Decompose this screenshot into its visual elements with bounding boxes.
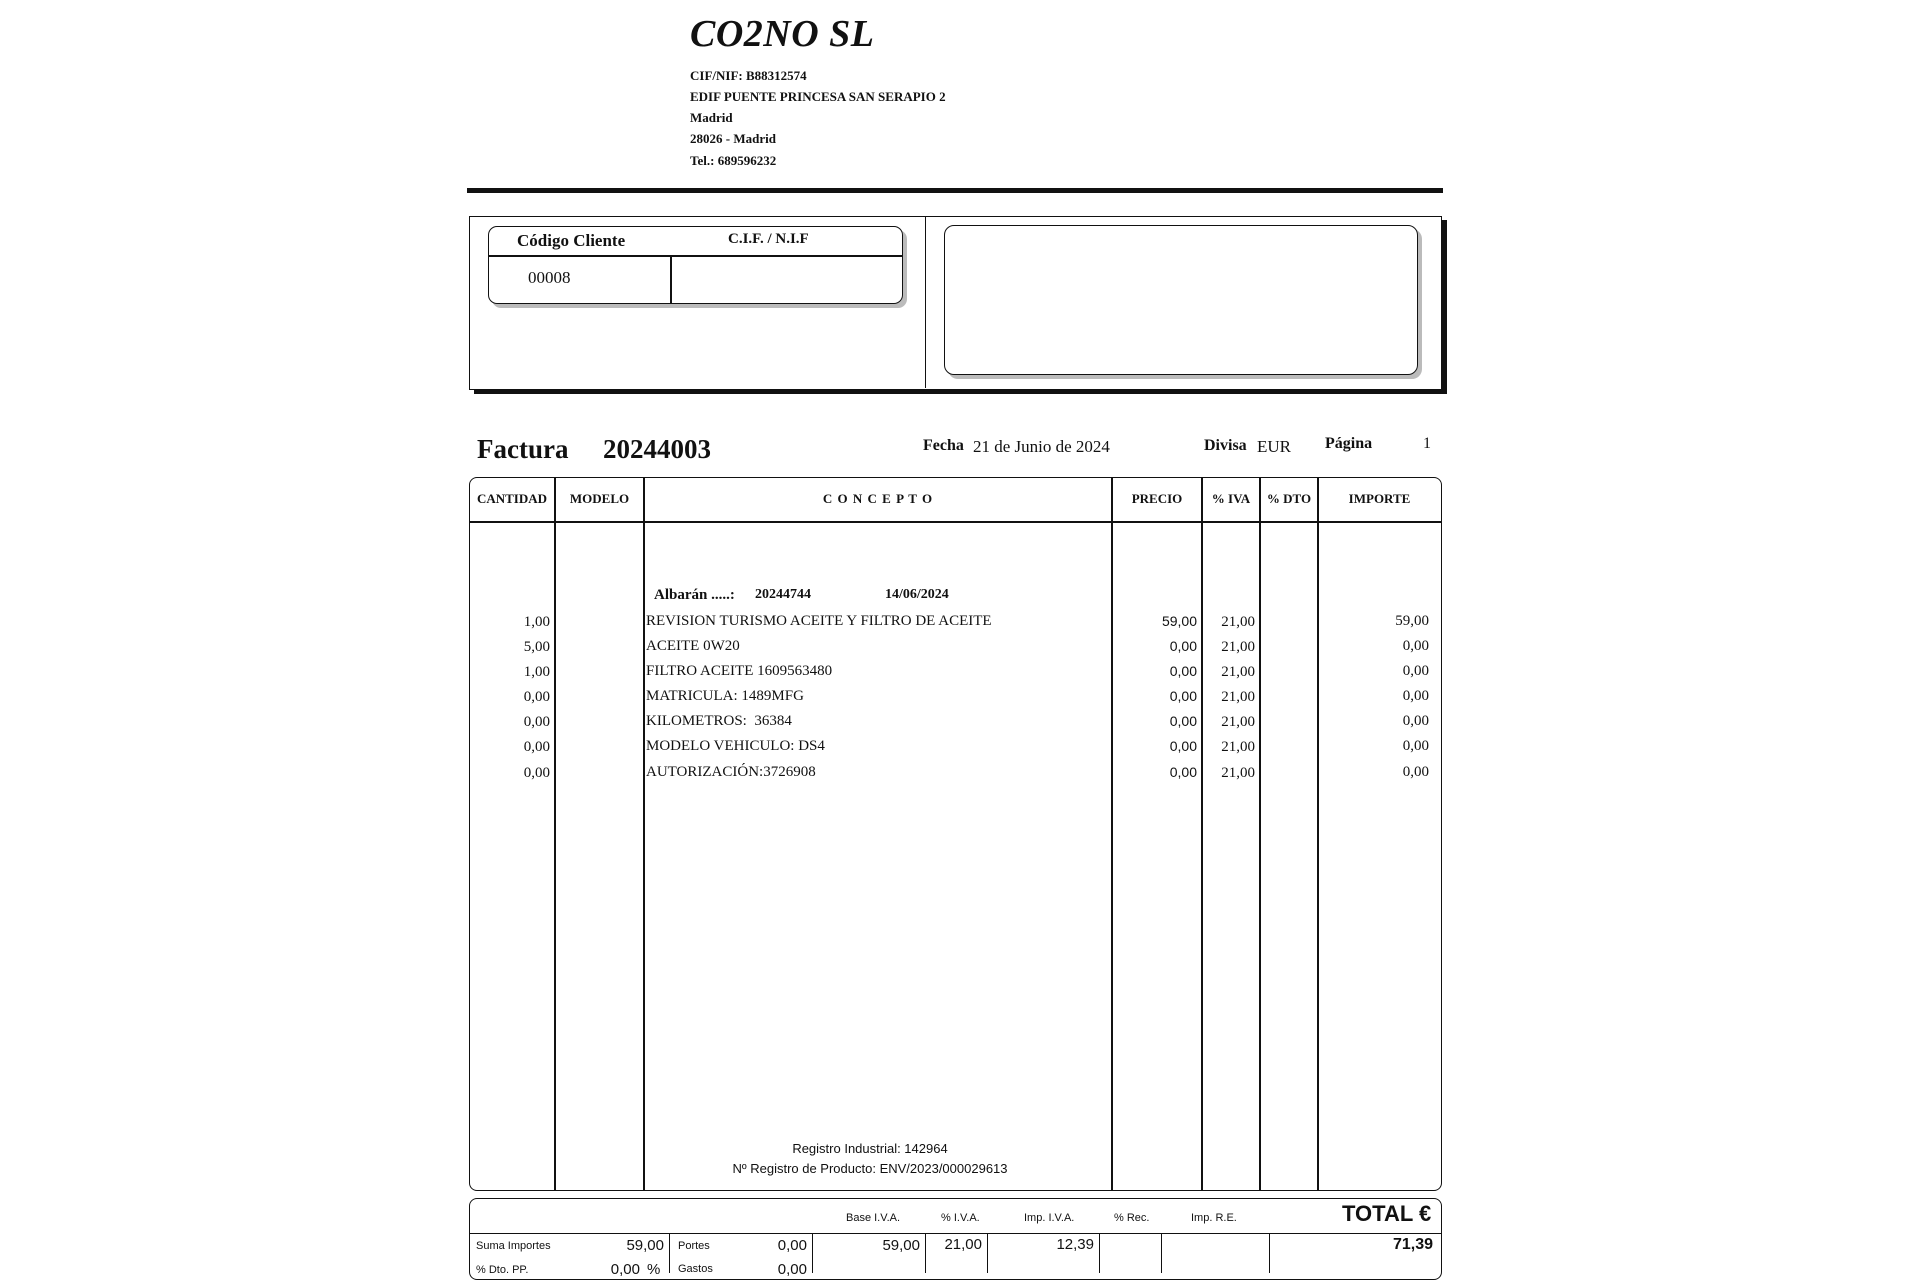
pct-iva-header: % I.V.A. — [941, 1212, 980, 1224]
row-precio: 0,00 — [1169, 688, 1197, 704]
row-cantidad: 0,00 — [523, 739, 550, 755]
row-iva: 21,00 — [1221, 765, 1255, 781]
row-precio: 0,00 — [1169, 764, 1197, 780]
invoice-number: 20244003 — [603, 434, 711, 464]
row-cantidad: 0,00 — [523, 689, 550, 705]
dto-pp-value: 0,00 — [610, 1261, 640, 1278]
row-iva: 21,00 — [1221, 664, 1255, 680]
row-importe: 59,00 — [1395, 613, 1429, 629]
client-code-column-divider — [670, 256, 672, 303]
base-iva-header: Base I.V.A. — [846, 1212, 901, 1224]
gastos-value: 0,00 — [777, 1261, 807, 1278]
row-iva: 21,00 — [1221, 739, 1255, 755]
row-concepto: REVISION TURISMO ACEITE Y FILTRO DE ACEITE — [646, 613, 992, 629]
totals-column-divider — [925, 1233, 926, 1273]
suma-importes-value: 59,00 — [626, 1237, 664, 1254]
row-cantidad: 1,00 — [523, 614, 550, 630]
column-divider — [1259, 477, 1261, 1191]
row-importe: 0,00 — [1402, 663, 1429, 679]
imp-iva-header: Imp. I.V.A. — [1024, 1212, 1075, 1224]
header-dto: % DTO — [1266, 491, 1312, 506]
row-concepto: ACEITE 0W20 — [646, 638, 740, 654]
row-precio: 0,00 — [1169, 713, 1197, 729]
column-divider — [1317, 477, 1319, 1191]
suma-importes-label: Suma Importes — [476, 1240, 551, 1252]
base-iva-value: 59,00 — [882, 1237, 920, 1254]
row-precio: 0,00 — [1169, 663, 1197, 679]
totals-column-divider — [669, 1233, 670, 1273]
company-name: CO2NO SL — [690, 13, 875, 55]
row-precio: 0,00 — [1169, 738, 1197, 754]
albaran-label: Albarán .....: — [654, 587, 735, 603]
totals-column-divider — [987, 1233, 988, 1273]
row-importe: 0,00 — [1402, 638, 1429, 654]
column-divider — [1201, 477, 1203, 1191]
row-precio: 0,00 — [1169, 638, 1197, 654]
header-cantidad: CANTIDAD — [476, 491, 548, 506]
invoice-date: 21 de Junio de 2024 — [973, 437, 1110, 456]
column-divider — [1111, 477, 1113, 1191]
dto-pp-label: % Dto. PP. — [476, 1264, 529, 1276]
date-label: Fecha — [923, 437, 964, 454]
header-precio: PRECIO — [1131, 491, 1183, 506]
row-iva: 21,00 — [1221, 614, 1255, 630]
header-concepto: C O N C E P T O — [822, 491, 934, 506]
header-divider — [467, 188, 1443, 193]
client-cif-label: C.I.F. / N.I.F — [728, 231, 809, 247]
row-importe: 0,00 — [1402, 713, 1429, 729]
items-table — [469, 477, 1442, 1191]
gastos-label: Gastos — [678, 1263, 713, 1275]
portes-label: Portes — [678, 1240, 710, 1252]
items-header-divider — [469, 521, 1442, 523]
row-cantidad: 5,00 — [523, 639, 550, 655]
row-concepto: KILOMETROS: 36384 — [646, 713, 792, 729]
row-iva: 21,00 — [1221, 689, 1255, 705]
company-postal: 28026 - Madrid — [690, 131, 776, 146]
header-iva: % IVA — [1211, 491, 1251, 506]
totals-column-divider — [1099, 1233, 1100, 1273]
row-importe: 0,00 — [1402, 764, 1429, 780]
registro-industrial: Registro Industrial: 142964 — [792, 1141, 948, 1156]
header-modelo: MODELO — [569, 491, 630, 506]
row-precio: 59,00 — [1161, 613, 1197, 629]
pct-rec-header: % Rec. — [1114, 1212, 1150, 1224]
page-label: Página — [1325, 435, 1373, 452]
totals-header-divider — [469, 1233, 1442, 1234]
row-concepto: MATRICULA: 1489MFG — [646, 688, 804, 704]
client-code-label: Código Cliente — [517, 231, 626, 250]
albaran-number: 20244744 — [755, 587, 811, 602]
client-box-divider — [925, 216, 926, 388]
row-importe: 0,00 — [1402, 738, 1429, 754]
row-concepto: MODELO VEHICULO: DS4 — [646, 738, 825, 754]
totals-column-divider — [1269, 1233, 1270, 1273]
column-divider — [554, 477, 556, 1191]
client-code-value: 00008 — [528, 268, 571, 287]
company-phone: Tel.: 689596232 — [690, 153, 777, 168]
row-concepto: FILTRO ACEITE 1609563480 — [646, 663, 833, 679]
header-importe: IMPORTE — [1348, 491, 1411, 506]
currency-value: EUR — [1257, 437, 1291, 456]
row-concepto: AUTORIZACIÓN:3726908 — [646, 764, 816, 780]
client-code-divider — [488, 255, 903, 257]
row-cantidad: 1,00 — [523, 664, 550, 680]
pct-iva-value: 21,00 — [944, 1236, 982, 1253]
invoice-label: Factura — [477, 434, 569, 464]
row-iva: 21,00 — [1221, 714, 1255, 730]
row-importe: 0,00 — [1402, 688, 1429, 704]
imp-re-header: Imp. R.E. — [1191, 1212, 1237, 1224]
totals-column-divider — [812, 1233, 813, 1273]
total-value: 71,39 — [1392, 1236, 1433, 1253]
portes-value: 0,00 — [777, 1237, 807, 1254]
company-city: Madrid — [690, 110, 733, 125]
column-divider — [643, 477, 645, 1191]
row-cantidad: 0,00 — [523, 765, 550, 781]
company-address: EDIF PUENTE PRINCESA SAN SERAPIO 2 — [690, 89, 946, 104]
page-number: 1 — [1423, 435, 1431, 452]
row-cantidad: 0,00 — [523, 714, 550, 730]
total-label: TOTAL € — [1342, 1201, 1432, 1226]
registro-producto: Nº Registro de Producto: ENV/2023/000029613 — [732, 1161, 1008, 1176]
row-iva: 21,00 — [1221, 639, 1255, 655]
dto-pp-unit: % — [647, 1261, 661, 1278]
albaran-date: 14/06/2024 — [885, 587, 949, 602]
currency-label: Divisa — [1204, 437, 1247, 454]
totals-column-divider — [1161, 1233, 1162, 1273]
imp-iva-value: 12,39 — [1056, 1236, 1094, 1253]
client-address-box — [944, 225, 1418, 375]
company-cif: CIF/NIF: B88312574 — [690, 68, 807, 83]
